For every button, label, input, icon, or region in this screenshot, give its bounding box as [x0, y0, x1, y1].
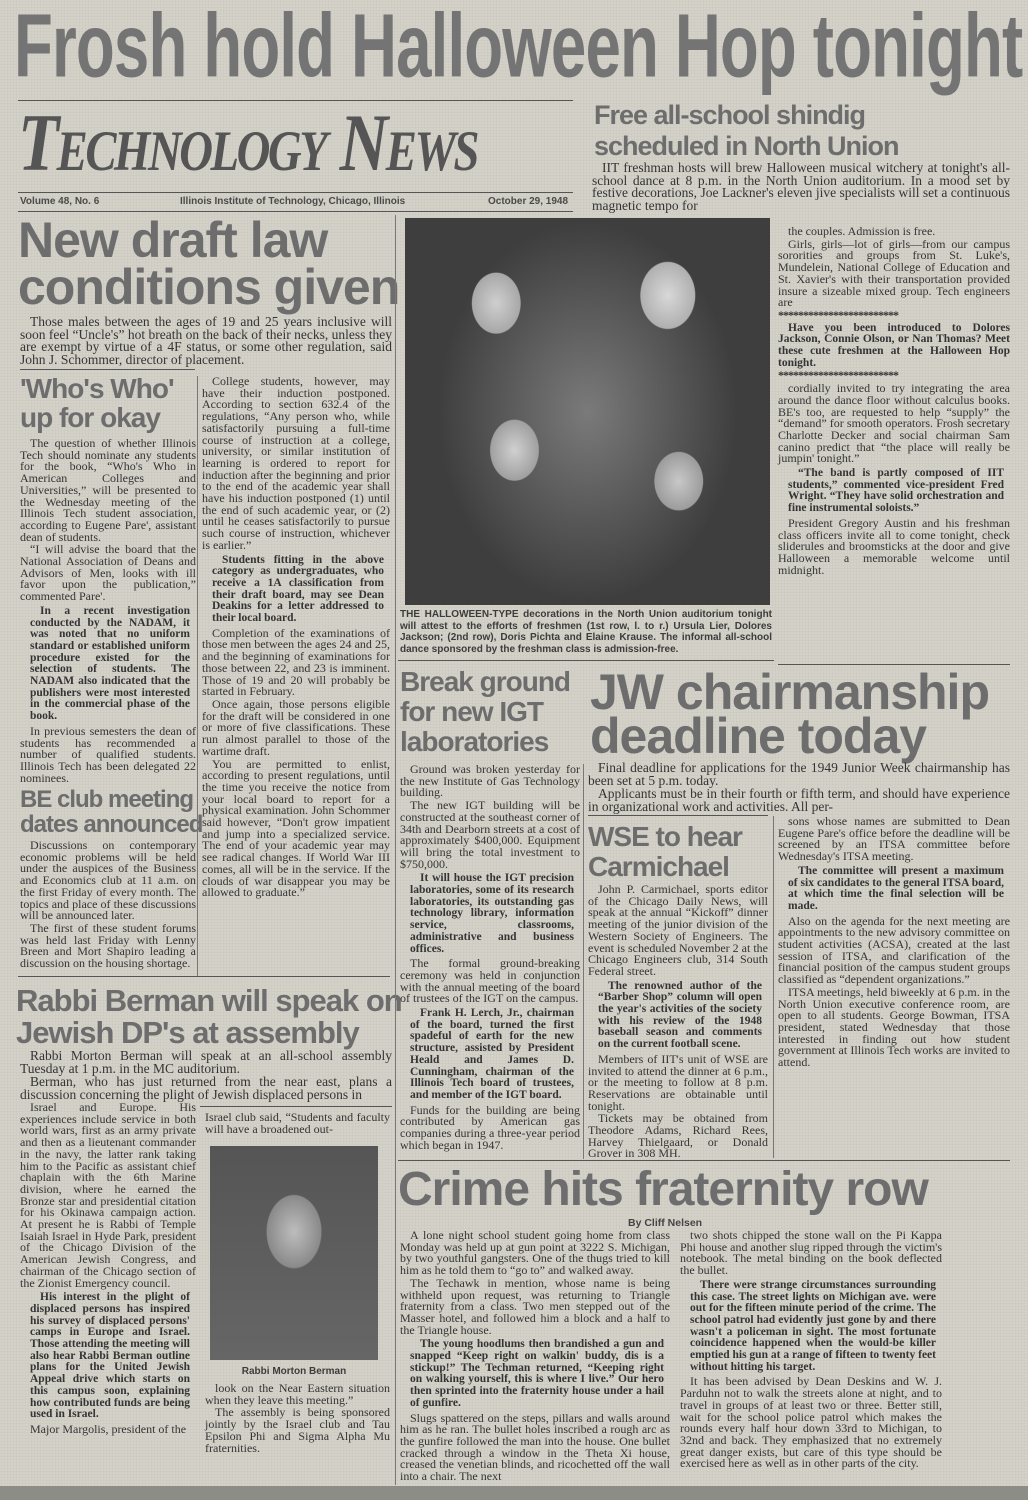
- paragraph: His interest in the plight of displaced persons has inspired his survey of displaced persons' camps in Europe and Israel. Those attending the meeting will also hear Rabbi Berman outline plans for the United Jewish Appeal drive which starts on this campus soon, explaining how contributed funds are being used in Israel.: [30, 1291, 190, 1421]
- paragraph-group: [778, 383, 1010, 576]
- rabbi-headline-2: Jewish DP's at assembly: [16, 1015, 359, 1050]
- halloween-photo-caption: [400, 609, 772, 655]
- be-club-headline-1: BE club meeting: [20, 786, 194, 813]
- igt-headline-1: Break ground: [400, 666, 571, 697]
- paragraph: look on the Near Eastern situation when they leave this meeting.”: [205, 1381, 390, 1407]
- column-rule: [197, 376, 198, 976]
- paragraph-group: [20, 1050, 392, 1101]
- halloween-intro: [592, 162, 1010, 213]
- caption-text: decorations in the North Union auditorium tonight will attest to the efforts of freshmen (1st row, l. to r.) Ursula Lier, Dolores Jackson; (2nd row), Doris Pichta and Elaine Krause. The informal all-school dance sponsored by the freshman class is admission-free.: [400, 609, 773, 655]
- paragraph: cordially invited to try integrating the area around the dance floor without calculus books. BE's too, are requested to help “supply” the “demand” for smooth operators. Frosh secretary Charlotte Decker and social chairman Sam canino predict that “the place will really be jumpin' tonight.”: [778, 381, 1010, 466]
- wse-column: [588, 884, 768, 1159]
- paragraph: A lone night school student going home from class Monday was held up at gun point at 3222 S. Michigan, by two youthful gangsters. One of the thugs tried to kill him as he told them to “go to” and walked away.: [400, 1228, 670, 1278]
- paragraph-group: [680, 1230, 942, 1470]
- paragraph: Slugs spattered on the steps, pillars and walls around him as he ran. The bullet holes inscribed a rough arc as the gunfire followed the man into the house. One bullet cracked through a window in the Theta Xi house, creased the venetian blinds, and ricochetted off the wall into a chair. The next: [400, 1410, 670, 1484]
- paragraph: President Gregory Austin and his freshman class officers invite all to come tonight, check sliderules and broomsticks at the door and give Halloween a memorable welcome until midnight.: [778, 515, 1010, 577]
- crime-column-1: [400, 1228, 670, 1484]
- paragraph-group: [778, 816, 1010, 1069]
- draft-headline-2: conditions given: [18, 259, 400, 315]
- column-rule: [395, 215, 396, 1485]
- caption-lead: THE HALLOWEEN-TYPE: [400, 609, 519, 620]
- paragraph: The formal ground-breaking ceremony was held in conjunction with the annual meeting of the board of trustees of the IGT on the campus.: [400, 956, 580, 1006]
- draft-headline-1: New draft law: [18, 212, 328, 268]
- rabbi-photo-caption: Rabbi Morton Berman: [241, 1366, 347, 1377]
- paragraph: Berman, who has just returned from the near east, plans a discussion concerning the plight of Jewish displaced persons in: [20, 1074, 392, 1102]
- paragraph: Completion of the examinations of those men between the ages 24 and 25, and the beginning of examinations for those between 22, and 23 is imminent. Those of 19 and 20 will probably be started in February.: [202, 625, 390, 699]
- wse-headline-1: WSE to hear: [588, 821, 742, 852]
- paragraph: sons whose names are submitted to Dean Eugene Pare's office before the deadline will be screened by an ITSA committee before Wednesday's ITSA meeting.: [778, 814, 1010, 864]
- stars-divider: ************************: [778, 307, 898, 322]
- paragraph: Frank H. Lerch, Jr., chairman of the board, turned the first spadeful of earth for the new structure, assisted by President Heald and James D. Cunningham, chairman of the Illinois Tech board of trustees, and member of the IGT board.: [410, 1007, 574, 1101]
- stars-divider: ************************: [778, 368, 898, 383]
- paragraph: Funds for the building are being contributed by American gas companies during a three-year period which began in 1947.: [400, 1102, 580, 1152]
- crime-byline: By Cliff Nelsen: [628, 1217, 703, 1229]
- paragraph: There were strange circumstances surrounding this case. The street lights on Michigan ave. were out for the fifteen minute period of the crime. The school patrol had evidently just gone by and there wasn't a policeman in sight. The most fortunate coincidence happened when the would-be killer emptied his gun at a range of fifteen to twenty feet without hitting his target.: [690, 1278, 936, 1373]
- paragraph: The Techawk in mention, whose name is being withheld upon request, was returning to Triangle fraternity from a class. Two men stepped out of the Masser hotel, and followed him a block and a half to the Triangle house.: [400, 1275, 670, 1337]
- rabbi-lead: [20, 1050, 392, 1102]
- paragraph: It will house the IGT precision laboratories, some of its research laboratories, its outstanding gas technology library, information service, classrooms, administrative and business offices.: [410, 872, 574, 955]
- paragraph: Final deadline for applications for the 1949 Junior Week chairmanship has been set at 5 p.m. today.: [588, 760, 1010, 788]
- paragraph: Ground was broken yesterday for the new Institute of Gas Technology building.: [400, 762, 580, 800]
- rabbi-berman-photo: [210, 1146, 378, 1360]
- rabbi-headline-1: Rabbi Berman will speak on: [16, 983, 402, 1018]
- paragraph: You are permitted to enlist, according to present regulations, until the time you receive the notice from your local board to report for a physical examination. John Schommer said however, “Don't grow impatient and jump into a specialized service. The end of your academic year may see radical changes. If World War III comes, all will be in the service. If the clouds of war disappear you may be allowed to graduate.”: [202, 756, 390, 900]
- paragraph: Discussions on contemporary economic problems will be held under the auspices of the Business and Economics club at 11 a.m. on the first Friday of every month. The topics and place of these discussions will be announced later.: [20, 838, 196, 923]
- paragraph: two shots chipped the stone wall on the Pi Kappa Phi house and another slug ripped through the victim's notebook. The metal binding on the book deflected the bullet.: [680, 1228, 942, 1278]
- column-rule: [773, 816, 774, 1158]
- whos-who-headline-2: up for okay: [20, 402, 160, 433]
- column-rule: [583, 764, 584, 1159]
- halloween-subhead-1: Free all-school shindig: [594, 100, 866, 130]
- paragraph: “I will advise the board that the National Association of Deans and Advisors of Men, looks with ill favor upon the publication,” commented Pare'.: [20, 542, 196, 604]
- paragraph: Girls, girls—lot of girls—from our campus sororities and groups from St. Luke's, Mundelein, National College of Education and St. Xavier's with their transportation provided insure a sizeable mixed group. Tech engineers are: [778, 236, 1010, 310]
- paragraph: The assembly is being sponsored jointly by the Israel club and Tau Epsilon Phi and Sigma Alpha Mu fraternities.: [205, 1405, 390, 1455]
- draft-lead-text: Those males between the ages of 19 and 25 years inclusive will soon feel “Uncle's” hot breath on the back of their necks, unless they are exempt by virtue of a 4F status, or some other regulation, said John J. Schommer, director of placement.: [20, 314, 392, 367]
- section-rule: [18, 976, 390, 977]
- paragraph: Once again, those persons eligible for the draft will be considered in one or more of five classifications. These run almost parallel to those of the wartime draft.: [202, 696, 390, 758]
- paragraph: Rabbi Morton Berman will speak at an all-school assembly Tuesday at 1 p.m. in the MC auditorium.: [20, 1048, 392, 1076]
- caption-rule: [398, 660, 774, 661]
- issue-date: October 29, 1948: [488, 196, 569, 207]
- paragraph: College students, however, may have their induction postponed. According to section 632.4 of the regulations, “Any person who, while satisfactorily pursuing a full-time course of instruction at a college, university, or similar institution of learning is ordered to report for induction after the beginning and prior to the end of the academic year shall have his induction postponed (1) until the end of such academic year, or (2) until he ceases satisfactorily to pursue such course of instruction, whichever is earlier.”: [202, 374, 390, 552]
- section-rule: [200, 1106, 392, 1107]
- paragraph-group: [20, 840, 196, 970]
- page-bottom-edge: [0, 1486, 1028, 1500]
- section-rule: [20, 369, 195, 370]
- be-club-headline-2: dates announced: [20, 811, 203, 838]
- paragraph: The question of whether Illinois Tech should nominate any students for the book, “Who's Who in American Colleges and Universities,” will be presented to the Wednesday meeting of the Illinois Tech student association, according to Eugene Pare', assistant dean of students.: [20, 436, 196, 544]
- wse-headline-2: Carmichael: [588, 851, 729, 882]
- paragraph: Major Margolis, president of the: [30, 1421, 187, 1436]
- draft-lead: [20, 316, 392, 367]
- jw-headline-2: deadline today: [590, 708, 927, 764]
- paragraph-group: [588, 884, 768, 1160]
- halloween-intro-text: IIT freshman hosts will brew Halloween musical witchery at tonight's all-school dance at 8 p.m. in the North Union auditorium. In a mood set by festive decorations, Joe Lackner's eleven jive specialists will set a continuous magnetic tempo for: [592, 160, 1010, 213]
- paragraph: Students fitting in the above category as undergraduates, who receive a 1A classification from their draft board, may see Dean Deakins for a letter addressed to their local board.: [212, 553, 384, 625]
- paragraph: The first of these student forums was held last Friday with Lenny Breen and Mort Shapiro leading a discussion on the housing shortage.: [20, 920, 196, 971]
- paragraph: Members of IIT's unit of WSE are invited to attend the dinner at 6 p.m., or the meeting to follow at 8 p.m. Reservations are obtainable until tonight.: [588, 1051, 768, 1113]
- rabbi-column-2-top: [205, 1112, 390, 1136]
- be-club-column: [20, 840, 196, 975]
- paragraph: the couples. Admission is free.: [788, 224, 936, 238]
- jw-lead: [588, 762, 1010, 814]
- paragraph-group: [588, 762, 1010, 813]
- paragraph: It has been advised by Dean Deskins and W. J. Parduhn not to walk the streets alone at night, and to travel in groups of at least two or three. Better still, wait for the school police patrol which makes the rounds every half hour down 33rd to Michigan, to 32nd and back. They emphasized that no extremely great danger exists, but care of this type should be exercised here as well as in other parts of the city.: [680, 1374, 942, 1471]
- rabbi-column-1: [20, 1102, 196, 1487]
- paragraph: Applicants must be in their fourth or fifth term, and should have experience in organizational work and activities. All per-: [588, 786, 1010, 814]
- paragraph: In previous semesters the dean of students has recommended a number of qualified students. Illinois Tech has been delegated 22 nominees.: [20, 723, 196, 785]
- paragraph: Also on the agenda for the next meeting are appointments to the new advisory committee on student activities (ACSA), created at the last session of ITSA, and clarification of the financial position of the campus student groups classified as “dependent organizations.”: [778, 913, 1010, 987]
- igt-headline-3: laboratories: [400, 726, 549, 757]
- crime-column-2: [680, 1228, 942, 1471]
- paragraph: In a recent investigation conducted by the NADAM, it was noted that no uniform standard or established uniform procedure existed for the selection of students. The NADAM also indicated that the publishers were most interested in the commercial phase of the book.: [30, 604, 190, 723]
- whos-who-headline-1: 'Who's Who': [20, 373, 174, 404]
- draft-column: [202, 374, 390, 900]
- halloween-box-note: Have you been introduced to Dolores Jackson, Connie Olson, or Nan Thomas? Meet these cute freshmen at the Halloween Hop tonight.: [778, 321, 1010, 369]
- paragraph: The committee will present a maximum of six candidates to the general ITSA board, at which time the final selection will be made.: [788, 864, 1004, 912]
- paragraph: The new IGT building will be constructed at the southeast corner of 34th and Dearborn streets at a cost of approximately $400,000. Equipment will bring the total investment to $750,000.: [400, 798, 580, 871]
- igt-headline-2: for new IGT: [400, 696, 543, 727]
- rabbi-column-2: [205, 1383, 390, 1453]
- paragraph-group: [400, 764, 580, 1152]
- jw-column: [778, 816, 1010, 1181]
- paragraph: The young hoodlums then brandished a gun and snapped “Keep right on walkin' buddy, dis is a stickup!” The Techman returned, “Keeping right on walking yourself, this is where I live.” Our hero then sprinted into the fraternity house under a hail of gunfire.: [410, 1338, 664, 1409]
- paragraph-group: [20, 1102, 196, 1436]
- paragraph: Tickets may be obtained from Theodore Adams, Richard Rees, Harvey Thielgaard, or Donald Grover in 308 MH.: [588, 1111, 768, 1161]
- section-rule: [398, 1160, 1010, 1161]
- rabbi-column-2-text: Israel club said, “Students and faculty will have a broadened out-: [205, 1110, 390, 1136]
- paragraph: The renowned author of the “Barber Shop” column will open the year's activities of the society with his review of the 1948 baseball season and comments on the current football scene.: [598, 979, 762, 1051]
- institution-name: Illinois Institute of Technology, Chicago, Illinois: [180, 196, 406, 207]
- paragraph-group: [202, 376, 390, 899]
- igt-column: [400, 764, 580, 1156]
- crime-headline: Crime hits fraternity row: [398, 1163, 928, 1216]
- jw-headline-1: JW chairmanship: [590, 664, 989, 720]
- volume-number: Volume 48, No. 6: [20, 196, 100, 207]
- paragraph: John P. Carmichael, sports editor of the Chicago Daily News, will speak at the annual “Kickoff” dinner meeting of the junior division of the Western Society of Engineers. The event is scheduled November 2 at the Chicago Engineers club, 314 South Federal street.: [588, 882, 768, 978]
- halloween-subhead-2: scheduled in North Union: [594, 131, 899, 161]
- dateline-top-rule: [18, 192, 573, 193]
- section-rule: [588, 815, 768, 816]
- paragraph: “The band is partly composed of IIT students,” commented vice-president Fred Wright. “They have solid orchestration and fine instrumental soloists.”: [788, 467, 1004, 515]
- halloween-photo: [405, 218, 770, 605]
- paragraph: ITSA meetings, held biweekly at 6 p.m. in the North Union executive conference room, are open to all students. George Bowman, ITSA president, stated Wednesday that those interested in finding out how student government at Illinois Tech works are invited to attend.: [778, 984, 1010, 1070]
- whos-who-column: [20, 436, 196, 785]
- paragraph-group: [778, 226, 1010, 309]
- paragraph-group: [400, 1230, 670, 1483]
- paragraph: Israel and Europe. His experiences include service in both world wars, first as an army private and then as a lieutenant commander in the navy, the latter rank taking him to the Pacific as assistant chief chaplain with the 6th Marine division, where he earned the Bronze star and presidential citation for his Okinawa campaign action. At present he is Rabbi of Temple Isaiah Israel in Hyde Park, president of the Chicago Division of the American Jewish Congress, and chairman of the Chicago section of the Zionist Emergency council.: [20, 1100, 196, 1290]
- paragraph-group: [20, 438, 196, 784]
- masthead-title: Technology News: [18, 97, 478, 188]
- paragraph-group: [205, 1383, 390, 1454]
- banner-headline: Frosh hold Halloween Hop tonight: [14, 0, 1023, 96]
- halloween-column: [778, 226, 1010, 666]
